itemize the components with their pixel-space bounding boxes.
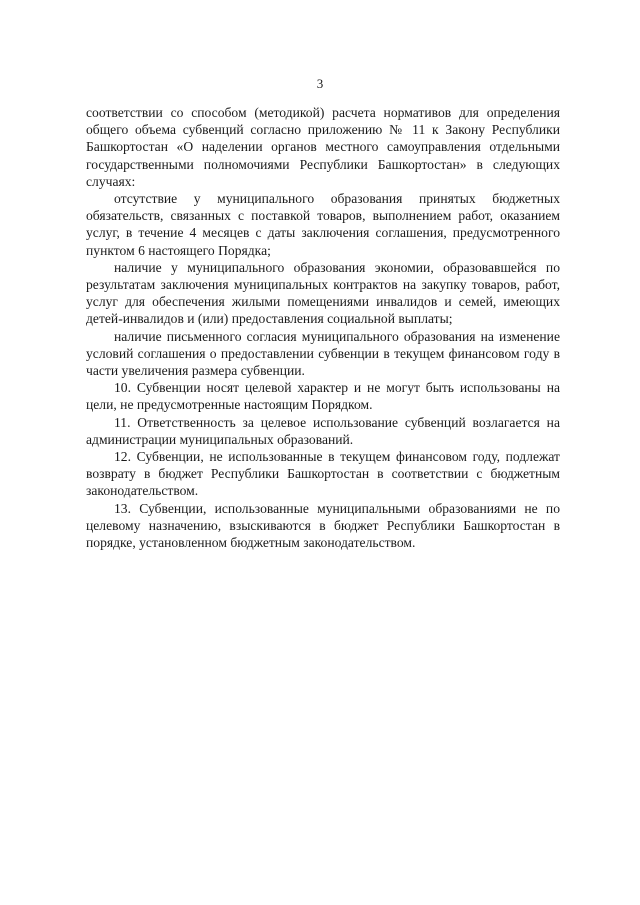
paragraph-item-10: 10. Субвенции носят целевой характер и не могут быть использованы на цели, не предусмотренные настоящим Порядком. — [86, 380, 560, 413]
paragraph-continuation: соответствии со способом (методикой) расчета нормативов для определения общего объема субвенций согласно приложению № 11 к Закону Республики Башкортостан «О наделении органов местного самоуправления отдельными государственными полномочиями Республики Башкортостан» в следующих случаях: — [86, 105, 560, 189]
paragraph-case-written-consent: наличие письменного согласия муниципального образования на изменение условий соглашения о предоставлении субвенции в текущем финансовом году в части увеличения размера субвенции. — [86, 328, 560, 379]
page-number: 3 — [316, 76, 324, 91]
paragraph-case-savings: наличие у муниципального образования экономии, образовавшейся по результатам заключения муниципальных контрактов на закупку товаров, работ, услуг для обеспечения жилыми помещениями инвалидов и семей, имеющих детей-инвалидов и (или) предоставления социальной выплаты; — [86, 259, 560, 327]
paragraph-case-no-obligations: отсутствие у муниципального образования принятых бюджетных обязательств, связанных с поставкой товаров, выполнением работ, оказанием услуг, в течение 4 месяцев с даты заключения соглашения, предусмотренного пунктом 6 настоящего Порядка; — [86, 191, 560, 258]
paragraph-item-11: 11. Ответственность за целевое использование субвенций возлагается на администрации муниципальных образований. — [86, 414, 560, 447]
paragraph-item-13: 13. Субвенции, использованные муниципальными образованиями не по целевому назначению, взыскиваются в бюджет Республики Башкортостан в порядке, установленном бюджетным законодательством. — [86, 500, 560, 551]
paragraph-item-12: 12. Субвенции, не использованные в текущем финансовом году, подлежат возврату в бюджет Республики Башкортостан в соответствии с бюджетным законодательством. — [86, 449, 560, 499]
document-body — [86, 104, 560, 551]
